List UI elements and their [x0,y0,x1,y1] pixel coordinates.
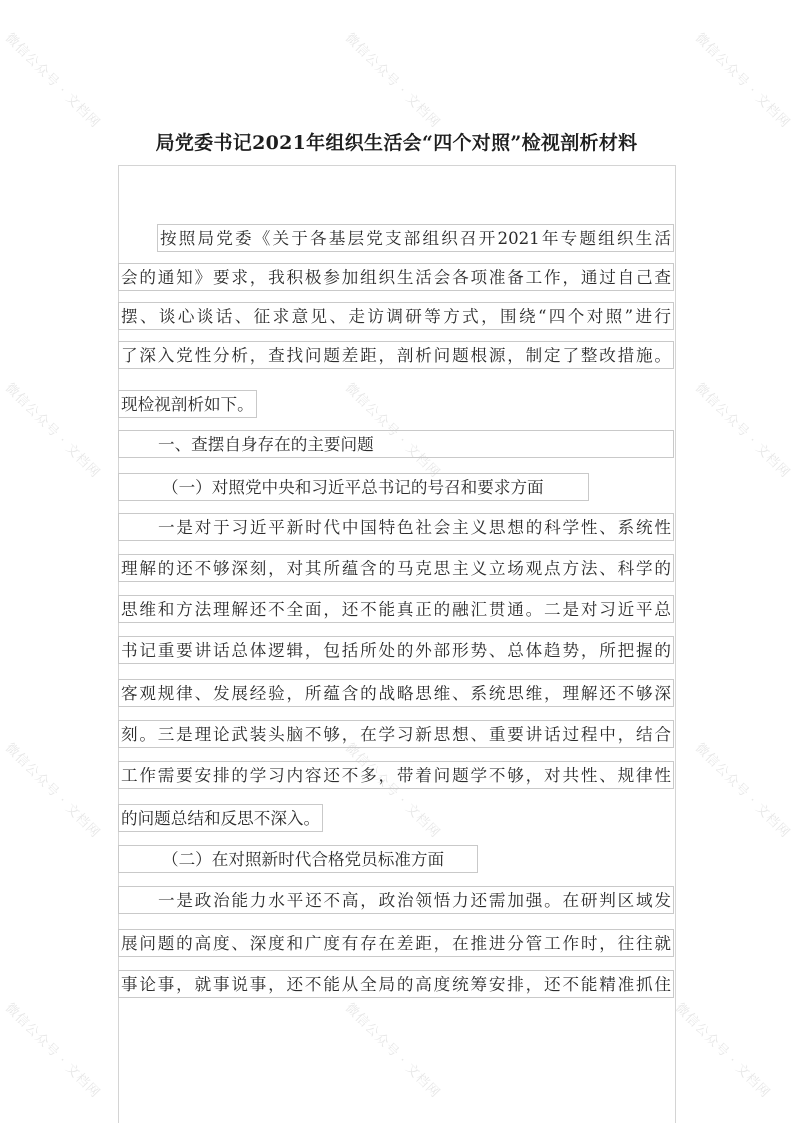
document-title: 局党委书记2021年组织生活会“四个对照”检视剖析材料 [155,132,638,154]
paragraph-line: 一是对于习近平新时代中国特色社会主义思想的科学性、系统性 [118,513,674,541]
watermark: 微信公众号 · 文档网 [341,1000,443,1102]
paragraph-line: 事论事，就事说事，还不能从全局的高度统筹安排，还不能精准抓住 [118,970,674,998]
subsection-heading: （一）对照党中央和习近平总书记的号召和要求方面 [118,473,589,501]
paragraph-line: 会的通知》要求，我积极参加组织生活会各项准备工作，通过自己查 [118,263,674,291]
paragraph-line: 了深入党性分析，查找问题差距，剖析问题根源，制定了整改措施。 [118,341,674,369]
paragraph-line: 工作需要安排的学习内容还不多，带着问题学不够，对共性、规律性 [118,761,674,789]
watermark: 微信公众号 · 文档网 [341,30,443,132]
paragraph-line: 的问题总结和反思不深入。 [118,804,323,832]
paragraph-line: 书记重要讲话总体逻辑，包括所处的外部形势、总体趋势，所把握的 [118,636,674,664]
paragraph-line: 展问题的高度、深度和广度有存在差距，在推进分管工作时，往往就 [118,929,674,957]
watermark: 微信公众号 · 文档网 [1,380,103,482]
watermark: 微信公众号 · 文档网 [341,380,443,482]
watermark: 微信公众号 · 文档网 [1,1000,103,1102]
section-heading: 一、查摆自身存在的主要问题 [118,430,674,458]
watermark: 微信公众号 · 文档网 [691,380,793,482]
paragraph-line: 客观规律、发展经验，所蕴含的战略思维、系统思维，理解还不够深 [118,679,674,707]
watermark: 微信公众号 · 文档网 [341,740,443,842]
subsection-heading: （二）在对照新时代合格党员标准方面 [118,845,478,873]
watermark: 微信公众号 · 文档网 [671,1000,773,1102]
paragraph-line: 理解的还不够深刻，对其所蕴含的马克思主义立场观点方法、科学的 [118,554,674,582]
watermark: 微信公众号 · 文档网 [691,30,793,132]
paragraph-line: 刻。三是理论武装头脑不够，在学习新思想、重要讲话过程中，结合 [118,720,674,748]
watermark: 微信公众号 · 文档网 [1,30,103,132]
paragraph-line: 摆、谈心谈话、征求意见、走访调研等方式，围绕“四个对照”进行 [118,302,674,330]
paragraph-line: 一是政治能力水平还不高，政治领悟力还需加强。在研判区域发 [118,886,674,914]
paragraph-line: 思维和方法理解还不全面，还不能真正的融汇贯通。二是对习近平总 [118,595,674,623]
paragraph-line: 按照局党委《关于各基层党支部组织召开2021年专题组织生活 [157,224,674,252]
watermark: 微信公众号 · 文档网 [691,740,793,842]
watermark: 微信公众号 · 文档网 [1,740,103,842]
paragraph-line: 现检视剖析如下。 [118,390,257,418]
